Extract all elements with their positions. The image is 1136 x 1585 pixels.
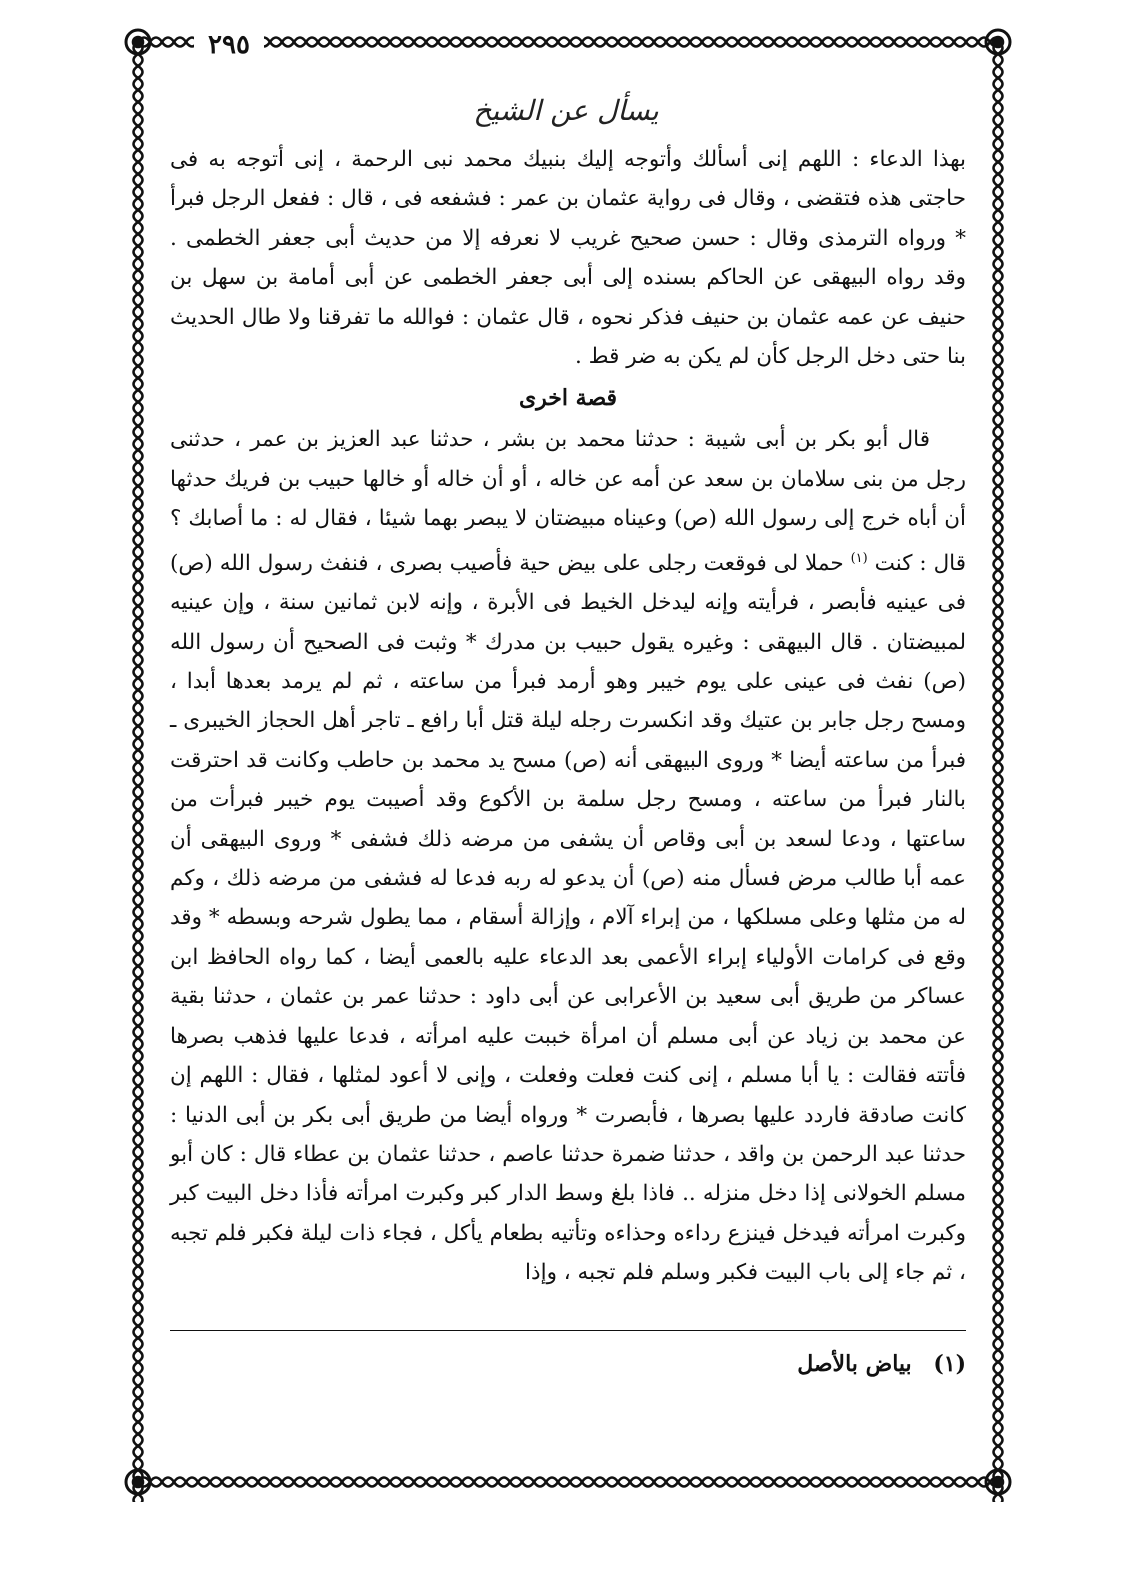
body-text [170, 140, 966, 1293]
footnote-reference: (١) [850, 550, 868, 566]
page-content [170, 92, 966, 1462]
paragraph-2-part-1: قال أبو بكر بن أبى شيبة : حدثنا محمد بن بشر ، حدثنا عبد العزيز بن عمر ، حدثنى رجل من بنى سلامان بن سعد عن أمه عن خاله ، أو أن خاله أو خالها حبيب بن فريك حدثها أن أباه خرج إلى رسول الله (ص) وعيناه مبيضتان لا يبصر بهما شيئا ، فقال له : ما أصابك ؟ قال : كنت [170, 427, 967, 576]
section-title: قصة اخرى [518, 385, 618, 412]
footnote-divider [170, 1330, 966, 1331]
footnote-number: (١) [933, 1351, 966, 1377]
page-number: ٢٩٥ [194, 30, 264, 60]
page-frame [118, 22, 1018, 1502]
running-head: يسأل عن الشيخ [473, 94, 659, 127]
paragraph-2 [170, 420, 966, 1292]
paragraph-2-part-2: حملا لى فوقعت رجلى على بيض حية فأصيب بصرى ، فنفث رسول الله (ص) فى عينيه فأبصر ، فرأيته وإنه ليدخل الخيط فى الأبرة ، وإنه لابن ثمانين سنة ، وإن عينيه لمبيضتان . قال البيهقى : وغيره يقول حبيب بن مدرك * وثبت فى الصحيح أن رسول الله (ص) نفث فى عينى على يوم خيبر وهو أرمد فبرأ من ساعته ، ثم لم يرمد بعدها أبدا ، ومسح رجل جابر بن عتيك وقد انكسرت رجله ليلة قتل أبا رافع ـ تاجر أهل الحجاز الخيبرى ـ فبرأ من ساعته أيضا * وروى البيهقى أنه (ص) مسح يد محمد بن حاطب وكانت قد احترقت بالنار فبرأ من ساعته ، ومسح رجل سلمة بن الأكوع وقد أصيبت يوم خيبر فبرأت من ساعتها ، ودعا لسعد بن أبى وقاص أن يشفى من مرضه ذلك فشفى * وروى البيهقى أن عمه أبا طالب مرض فسأل منه (ص) أن يدعو له ربه فدعا له فشفى من مرضه ذلك ، وكم له من مثلها وعلى مسلكها ، من إبراء آلام ، وإزالة أسقام ، مما يطول شرحه وبسطه * وقد وقع فى كرامات الأولياء إبراء الأعمى بعد الدعاء عليه بالعمى أيضا ، كما رواه الحافظ ابن عساكر من طريق أبى سعيد بن الأعرابى عن أبى داود : حدثنا عمر بن عثمان ، حدثنا بقية عن محمد بن زياد عن أبى مسلم أن امرأة خببت عليه امرأته ، فدعا عليها فذهب بصرها فأتته فقالت : يا أبا مسلم ، إنى كنت فعلت وفعلت ، وإنى لا أعود لمثلها ، فقال : اللهم إن كانت صادقة فاردد عليها بصرها ، فأبصرت * ورواه أيضا من طريق أبى بكر بن أبى الدنيا : حدثنا عبد الرحمن بن واقد ، حدثنا ضمرة حدثنا عاصم ، حدثنا عثمان بن عطاء قال : كان أبو مسلم الخولانى إذا دخل منزله .. فاذا بلغ وسط الدار كبر وكبرت امرأته فأذا دخل البيت كبر وكبرت امرأته فيدخل فينزع رداءه وحذاءه وتأتيه بطعام يأكل ، فجاء ذات ليلة فكبر فلم تجبه ، ثم جاء إلى باب البيت فكبر وسلم فلم تجبه ، وإذا [170, 550, 966, 1286]
footnote-text: بياض بالأصل [797, 1351, 912, 1377]
paragraph-1: بهذا الدعاء : اللهم إنى أسألك وأتوجه إليك بنبيك محمد نبى الرحمة ، إنى أتوجه به فى حاجتى هذه فتقضى ، وقال فى رواية عثمان بن عمر : فشفعه فى ، قال : ففعل الرجل فبرأ * ورواه الترمذى وقال : حسن صحيح غريب لا نعرفه إلا من حديث أبى جعفر الخطمى . وقد رواه البيهقى عن الحاكم بسنده إلى أبى جعفر الخطمى عن أبى أمامة بن سهل بن حنيف عن عمه عثمان بن حنيف فذكر نحوه ، قال عثمان : فوالله ما تفرقنا ولا طال الحديث بنا حتى دخل الرجل كأن لم يكن به ضر قط . [170, 147, 966, 370]
footnote [797, 1344, 966, 1384]
